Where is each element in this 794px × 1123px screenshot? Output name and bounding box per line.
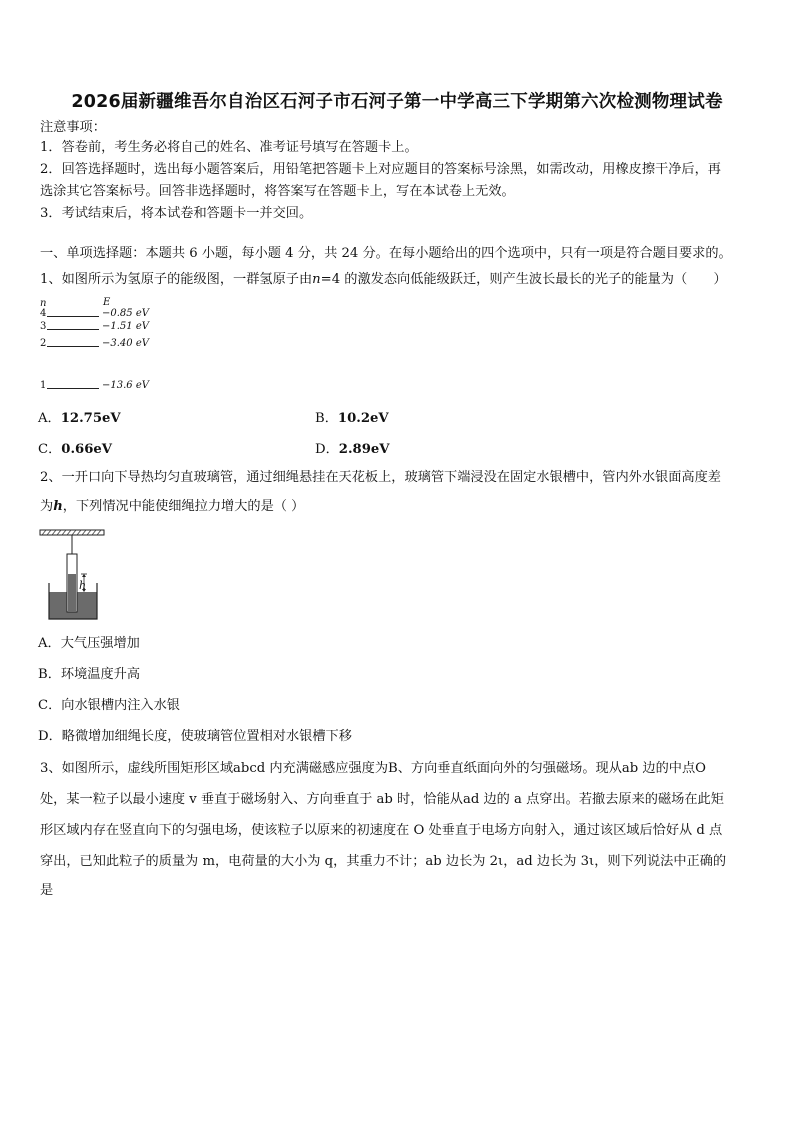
level-n-2: 2: [40, 338, 47, 349]
q2-option-b[interactable]: B．环境温度升高: [38, 667, 141, 682]
q2-stem-line2-h: h: [53, 499, 63, 514]
q1-option-a-letter: A．: [38, 411, 61, 426]
level-n-1: 1: [40, 380, 47, 391]
q1-option-a[interactable]: [38, 407, 121, 426]
exam-title: 2026届新疆维吾尔自治区石河子市石河子第一中学高三下学期第六次检测物理试卷: [71, 92, 723, 112]
q2-option-c[interactable]: C．向水银槽内注入水银: [38, 698, 180, 713]
q1-option-d-letter: D．: [315, 442, 339, 457]
q3-stem-line2: 处，某一粒子以最小速度 v 垂直于磁场射入、方向垂直于 ab 时，恰能从ad 边的 a 点穿出。若撤去原来的磁场在此矩: [40, 792, 724, 807]
figure-h-label: h: [79, 579, 87, 592]
q3-stem-line5: 是: [40, 883, 54, 898]
diagram-col-e: E: [103, 297, 111, 308]
q1-option-d[interactable]: [315, 438, 390, 457]
q1-option-c-letter: C．: [38, 442, 62, 457]
q3-stem-line4: 穿出，已知此粒子的质量为 m，电荷量的大小为 q，其重力不计；ab 边长为 2ι，ad 边长为 3ι，则下列说法中正确的: [40, 854, 727, 869]
section-heading: 一、单项选择题：本题共 6 小题，每小题 4 分，共 24 分。在每小题给出的四个选项中，只有一项是符合题目要求的。: [40, 246, 732, 261]
notice-item-1: 1．答卷前，考生务必将自己的姓名、准考证号填写在答题卡上。: [40, 140, 418, 155]
q1-option-b[interactable]: [315, 407, 389, 426]
q2-stem-line2: [40, 499, 304, 515]
q1-option-d-text: 2.89eV: [338, 442, 390, 457]
level-n-3: 3: [40, 321, 47, 332]
notice-item-3: 3．考试结束后，将本试卷和答题卡一并交回。: [40, 206, 313, 221]
q1-option-a-text: 12.75eV: [60, 411, 121, 426]
level-line-4: [47, 316, 99, 317]
notice-item-2-cont: 选涂其它答案标号。回答非选择题时，将答案写在答题卡上，写在本试卷上无效。: [40, 184, 515, 199]
q3-stem-line1: 3、如图所示，虚线所围矩形区域abcd 内充满磁感应强度为B、方向垂直纸面向外的匀强磁场。现从ab 边的中点O: [40, 761, 706, 776]
q1-stem-n: n: [312, 272, 321, 287]
mercury-tube-figure: [38, 528, 108, 624]
level-n-4: 4: [40, 308, 47, 319]
level-line-2: [47, 346, 99, 347]
q1-option-b-letter: B．: [315, 411, 338, 426]
q2-stem-line2-b: ，下列情况中能使细绳拉力增大的是（ ）: [62, 499, 305, 514]
q1-option-b-text: 10.2eV: [337, 411, 389, 426]
q2-stem-line1: 2、一开口向下导热均匀直玻璃管，通过细绳悬挂在天花板上，玻璃管下端浸没在固定水银槽中，管内外水银面高度差: [40, 470, 721, 485]
q2-option-d[interactable]: D．略微增加细绳长度，使玻璃管位置相对水银槽下移: [38, 729, 352, 744]
q1-stem: [40, 272, 727, 288]
notice-item-2: 2．回答选择题时，选出每小题答案后，用铅笔把答题卡上对应题目的答案标号涂黑，如需改动，用橡皮擦干净后，再: [40, 162, 721, 177]
q3-stem-line3: 形区域内存在竖直向下的匀强电场，使该粒子以原来的初速度在 O 处垂直于电场方向射入，通过该区域后恰好从 d 点: [40, 823, 723, 838]
q1-stem-a: 1、如图所示为氢原子的能级图，一群氢原子由: [40, 272, 313, 287]
q2-stem-line2-a: 为: [40, 499, 54, 514]
level-line-3: [47, 329, 99, 330]
level-e-1: −13.6 eV: [102, 380, 149, 391]
diagram-col-n: n: [40, 298, 47, 309]
level-e-2: −3.40 eV: [102, 338, 149, 349]
q1-option-c-text: 0.66eV: [61, 442, 113, 457]
level-e-4: −0.85 eV: [102, 308, 149, 319]
level-line-1: [47, 388, 99, 389]
notice-heading: 注意事项：: [40, 120, 106, 135]
q1-option-c[interactable]: [38, 438, 112, 457]
q2-option-a[interactable]: A．大气压强增加: [38, 636, 140, 651]
q1-stem-b: =4 的激发态向低能级跃迁，则产生波长最长的光子的能量为（ ）: [320, 272, 727, 287]
level-e-3: −1.51 eV: [102, 321, 149, 332]
